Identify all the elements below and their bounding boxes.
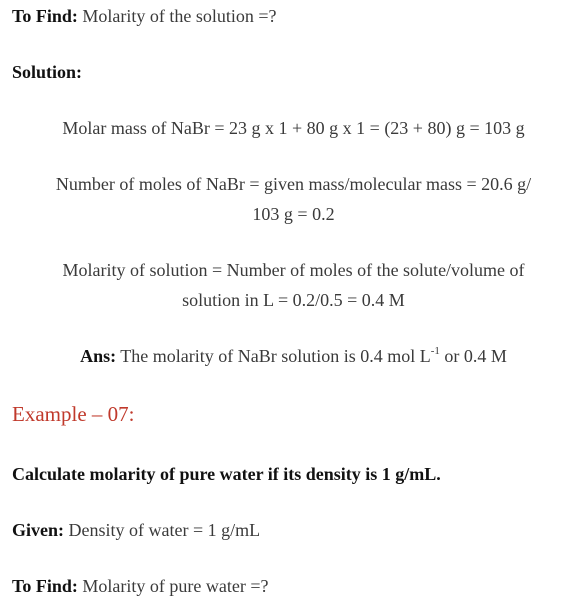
- to-find-text-2: Molarity of pure water =?: [77, 576, 269, 596]
- answer-line: [0, 345, 587, 367]
- given-label: Given:: [12, 520, 64, 540]
- to-find-text: Molarity of the solution =?: [77, 6, 277, 26]
- given-text: Density of water = 1 g/mL: [64, 520, 261, 540]
- given-line: [12, 519, 260, 541]
- example-heading: Example – 07:: [12, 402, 135, 426]
- answer-text: The molarity of NaBr solution is 0.4 mol L: [116, 346, 431, 366]
- moles-line-1: Number of moles of NaBr = given mass/molecular mass = 20.6 g/: [55, 174, 532, 194]
- to-find-line-2: [12, 575, 268, 597]
- solution-heading: [12, 61, 82, 83]
- molar-mass-line: Molar mass of NaBr = 23 g x 1 + 80 g x 1 = (23 + 80) g = 103 g: [62, 118, 525, 138]
- moles-line-2: 103 g = 0.2: [252, 204, 335, 224]
- answer-superscript: -1: [430, 345, 440, 357]
- to-find-line-1: [12, 5, 277, 27]
- molarity-line-1: Molarity of solution = Number of moles of the solute/volume of: [62, 260, 525, 280]
- to-find-label-2: To Find:: [12, 576, 78, 596]
- to-find-label: To Find:: [12, 6, 78, 26]
- molarity-line-2: solution in L = 0.2/0.5 = 0.4 M: [182, 290, 405, 310]
- answer-tail: or 0.4 M: [439, 346, 507, 366]
- answer-label: Ans:: [80, 346, 117, 366]
- question-text: Calculate molarity of pure water if its density is 1 g/mL.: [12, 464, 441, 484]
- question-line: [12, 463, 441, 485]
- solution-label: Solution:: [12, 62, 83, 82]
